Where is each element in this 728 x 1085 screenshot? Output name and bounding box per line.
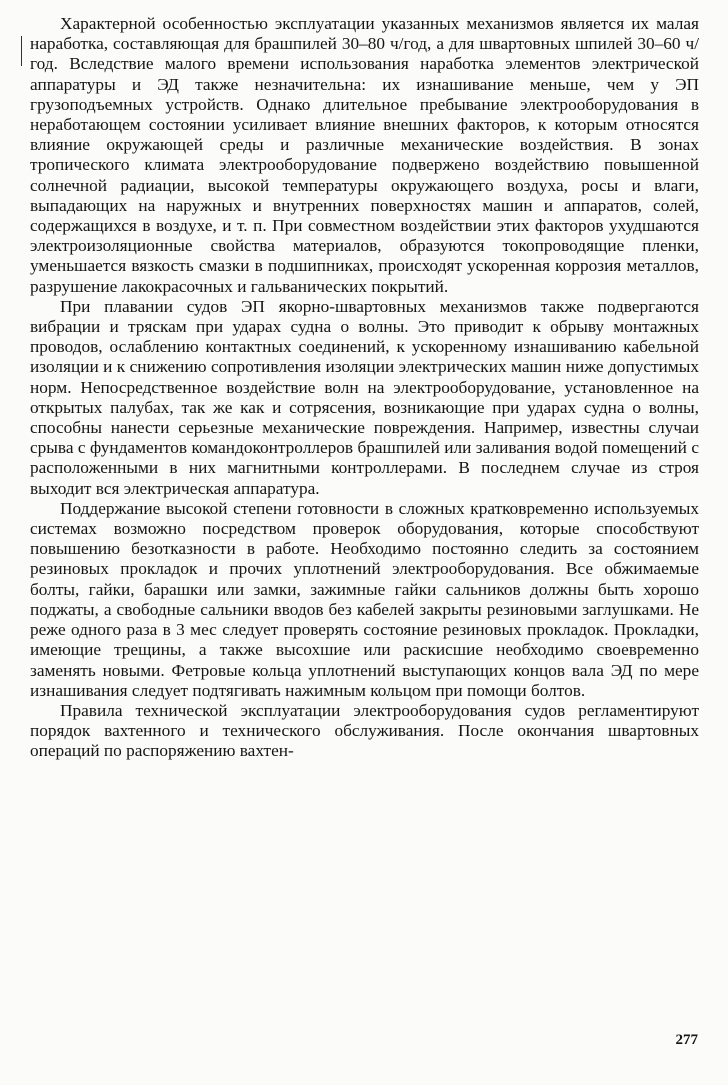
margin-mark — [21, 36, 22, 66]
paragraph-maintenance-checks: Поддержание высокой степени готовности в сложных кратковременно используемых системах возможно посредством проверок оборудования, которые способствуют повышению безотказности в работе. Необходимо постоянно следить за состоянием резиновых прокладок и прочих уплотнений электрооборудования. Все обжимаемые болты, гайки, барашки или замки, зажимные гайки сальников должны быть хорошо поджаты, а свободные сальники вводов без кабелей закрыты резиновыми заглушками. Не реже одного раза в 3 мес следует проверять состояние резиновых прокладок. Прокладки, имеющие трещины, а также высохшие или раскисшие необходимо своевременно заменять новыми. Фетровые кольца уплотнений выступающих концов вала ЭД по мере изнашивания следует подтягивать нажимным кольцом при помощи болтов. — [30, 498, 699, 700]
paragraph-operation-rules: Правила технической эксплуатации электрооборудования судов регламентируют порядок вахтенного и технического обслуживания. После окончания швартовных операций по распоряжению вахтен- — [30, 700, 699, 761]
body-text — [30, 14, 699, 762]
paragraph-vibration: При плавании судов ЭП якорно-швартовных механизмов также подвергаются вибрации и тряскам при ударах судна о волны. Это приводит к обрыву монтажных проводов, ослаблению контактных соединений, к ускоренному изнашиванию кабельной изоляции и к снижению сопротивления изоляции электрических машин ниже допустимых норм. Непосредственное воздействие волн на электрооборудование, установленное на открытых палубах, так же как и сотрясения, возникающие при ударах судна о волны, способны нанести серьезные механические повреждения. Например, известны случаи срыва с фундаментов командоконтроллеров брашпилей или заливания водой помещений с расположенными в них магнитными контроллерами. В последнем случае из строя выходит вся электрическая аппаратура. — [30, 296, 699, 498]
paragraph-operation-features: Характерной особенностью эксплуатации указанных механизмов является их малая наработка, составляющая для брашпилей 30–80 ч/год, а для швартовных шпилей 30–60 ч/год. Вследствие малого времени использования наработка элементов электрической аппаратуры и ЭД также незначительна: их изнашивание меньше, чем у ЭП грузоподъемных устройств. Однако длительное пребывание электрооборудования в неработающем состоянии усиливает влияние внешних факторов, к которым относятся влияние окружающей среды и различные механические воздействия. В зонах тропического климата электрооборудование подвержено воздействию повышенной солнечной радиации, высокой температуры окружающего воздуха, росы и влаги, выпадающих на наружных и внутренних поверхностях машин и аппаратов, солей, содержащихся в воздухе, и т. п. При совместном воздействии этих факторов ухудшаются электроизоляционные свойства материалов, образуются токопроводящие пленки, уменьшается вязкость смазки в подшипниках, происходят ускоренная коррозия металлов, разрушение лакокрасочных и гальванических покрытий. — [30, 14, 699, 296]
page-number: 277 — [675, 1032, 698, 1048]
